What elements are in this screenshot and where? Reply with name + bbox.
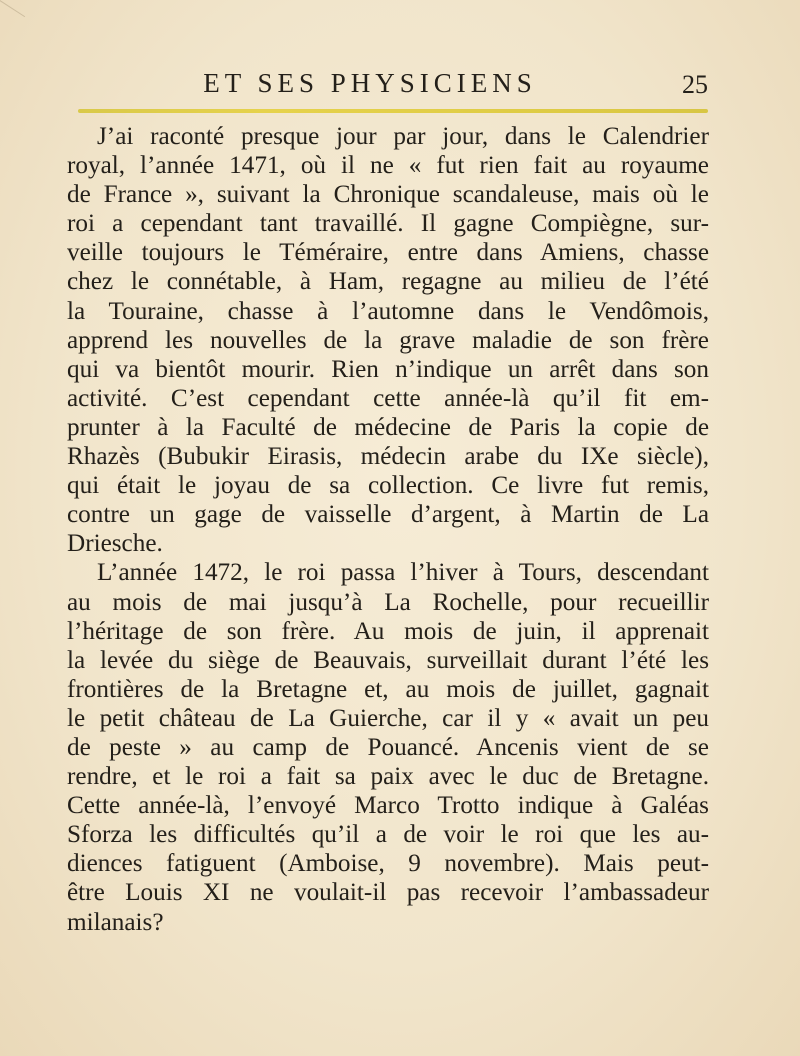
text-line: L’année 1472, le roi passa l’hiver à Tours, descendant <box>97 559 709 587</box>
text-line: Sforza les difficultés qu’il a de voir le roi que les au- <box>67 821 709 849</box>
text-line: apprend les nouvelles de la grave maladie de son frère <box>67 326 709 354</box>
paragraph-1 <box>67 122 709 558</box>
text-line: qui était le joyau de sa collection. Ce livre fut remis, <box>67 472 709 500</box>
text-line: diences fatiguent (Amboise, 9 novembre). Mais peut- <box>67 850 709 878</box>
running-head <box>80 62 708 102</box>
text-line: Driesche. <box>67 530 163 558</box>
header-rule <box>78 109 708 113</box>
text-line: Cette année-là, l’envoyé Marco Trotto indique à Galéas <box>67 792 709 820</box>
text-line: la levée du siège de Beauvais, surveillait durant l’été les <box>67 646 709 674</box>
text-line: contre un gage de vaisselle d’argent, à Martin de La <box>67 501 709 529</box>
text-line: milanais? <box>67 908 164 936</box>
text-line: J’ai raconté presque jour par jour, dans le Calendrier <box>97 123 709 150</box>
text-line: de France », suivant la Chronique scandaleuse, mais où le <box>67 181 709 209</box>
text-line: roi a cependant tant travaillé. Il gagne Compiègne, sur- <box>67 210 709 238</box>
text-line: activité. C’est cependant cette année-là qu’il fit em- <box>67 384 709 412</box>
text-line: rendre, et le roi a fait sa paix avec le duc de Bretagne. <box>67 763 709 791</box>
text-line: prunter à la Faculté de médecine de Paris la copie de <box>67 413 709 441</box>
text-line: la Touraine, chasse à l’automne dans le Vendômois, <box>67 297 709 325</box>
page-number: 25 <box>682 70 708 99</box>
text-line: au mois de mai jusqu’à La Rochelle, pour recueillir <box>67 588 709 616</box>
text-line: frontières de la Bretagne et, au mois de juillet, gagnait <box>67 675 709 703</box>
text-line: royal, l’année 1471, où il ne « fut rien fait au royaume <box>67 152 709 180</box>
text-line: chez le connétable, à Ham, regagne au milieu de l’été <box>67 268 709 296</box>
running-head-title: ET SES PHYSICIENS <box>203 68 537 98</box>
text-line: l’héritage de son frère. Au mois de juin, il apprenait <box>67 617 709 645</box>
text-line: être Louis XI ne voulait-il pas recevoir l’ambassadeur <box>67 879 709 907</box>
text-line: de peste » au camp de Pouancé. Ancenis vient de se <box>67 733 709 761</box>
text-line: qui va bientôt mourir. Rien n’indique un arrêt dans son <box>67 355 709 383</box>
body-text <box>67 122 709 937</box>
page-corner-mark <box>0 0 25 32</box>
text-line: Rhazès (Bubukir Eirasis, médecin arabe du IXe siècle), <box>67 443 709 471</box>
text-line: veille toujours le Téméraire, entre dans Amiens, chasse <box>67 239 709 267</box>
paragraph-2 <box>67 558 709 936</box>
text-line: le petit château de La Guierche, car il y « avait un peu <box>67 704 709 732</box>
